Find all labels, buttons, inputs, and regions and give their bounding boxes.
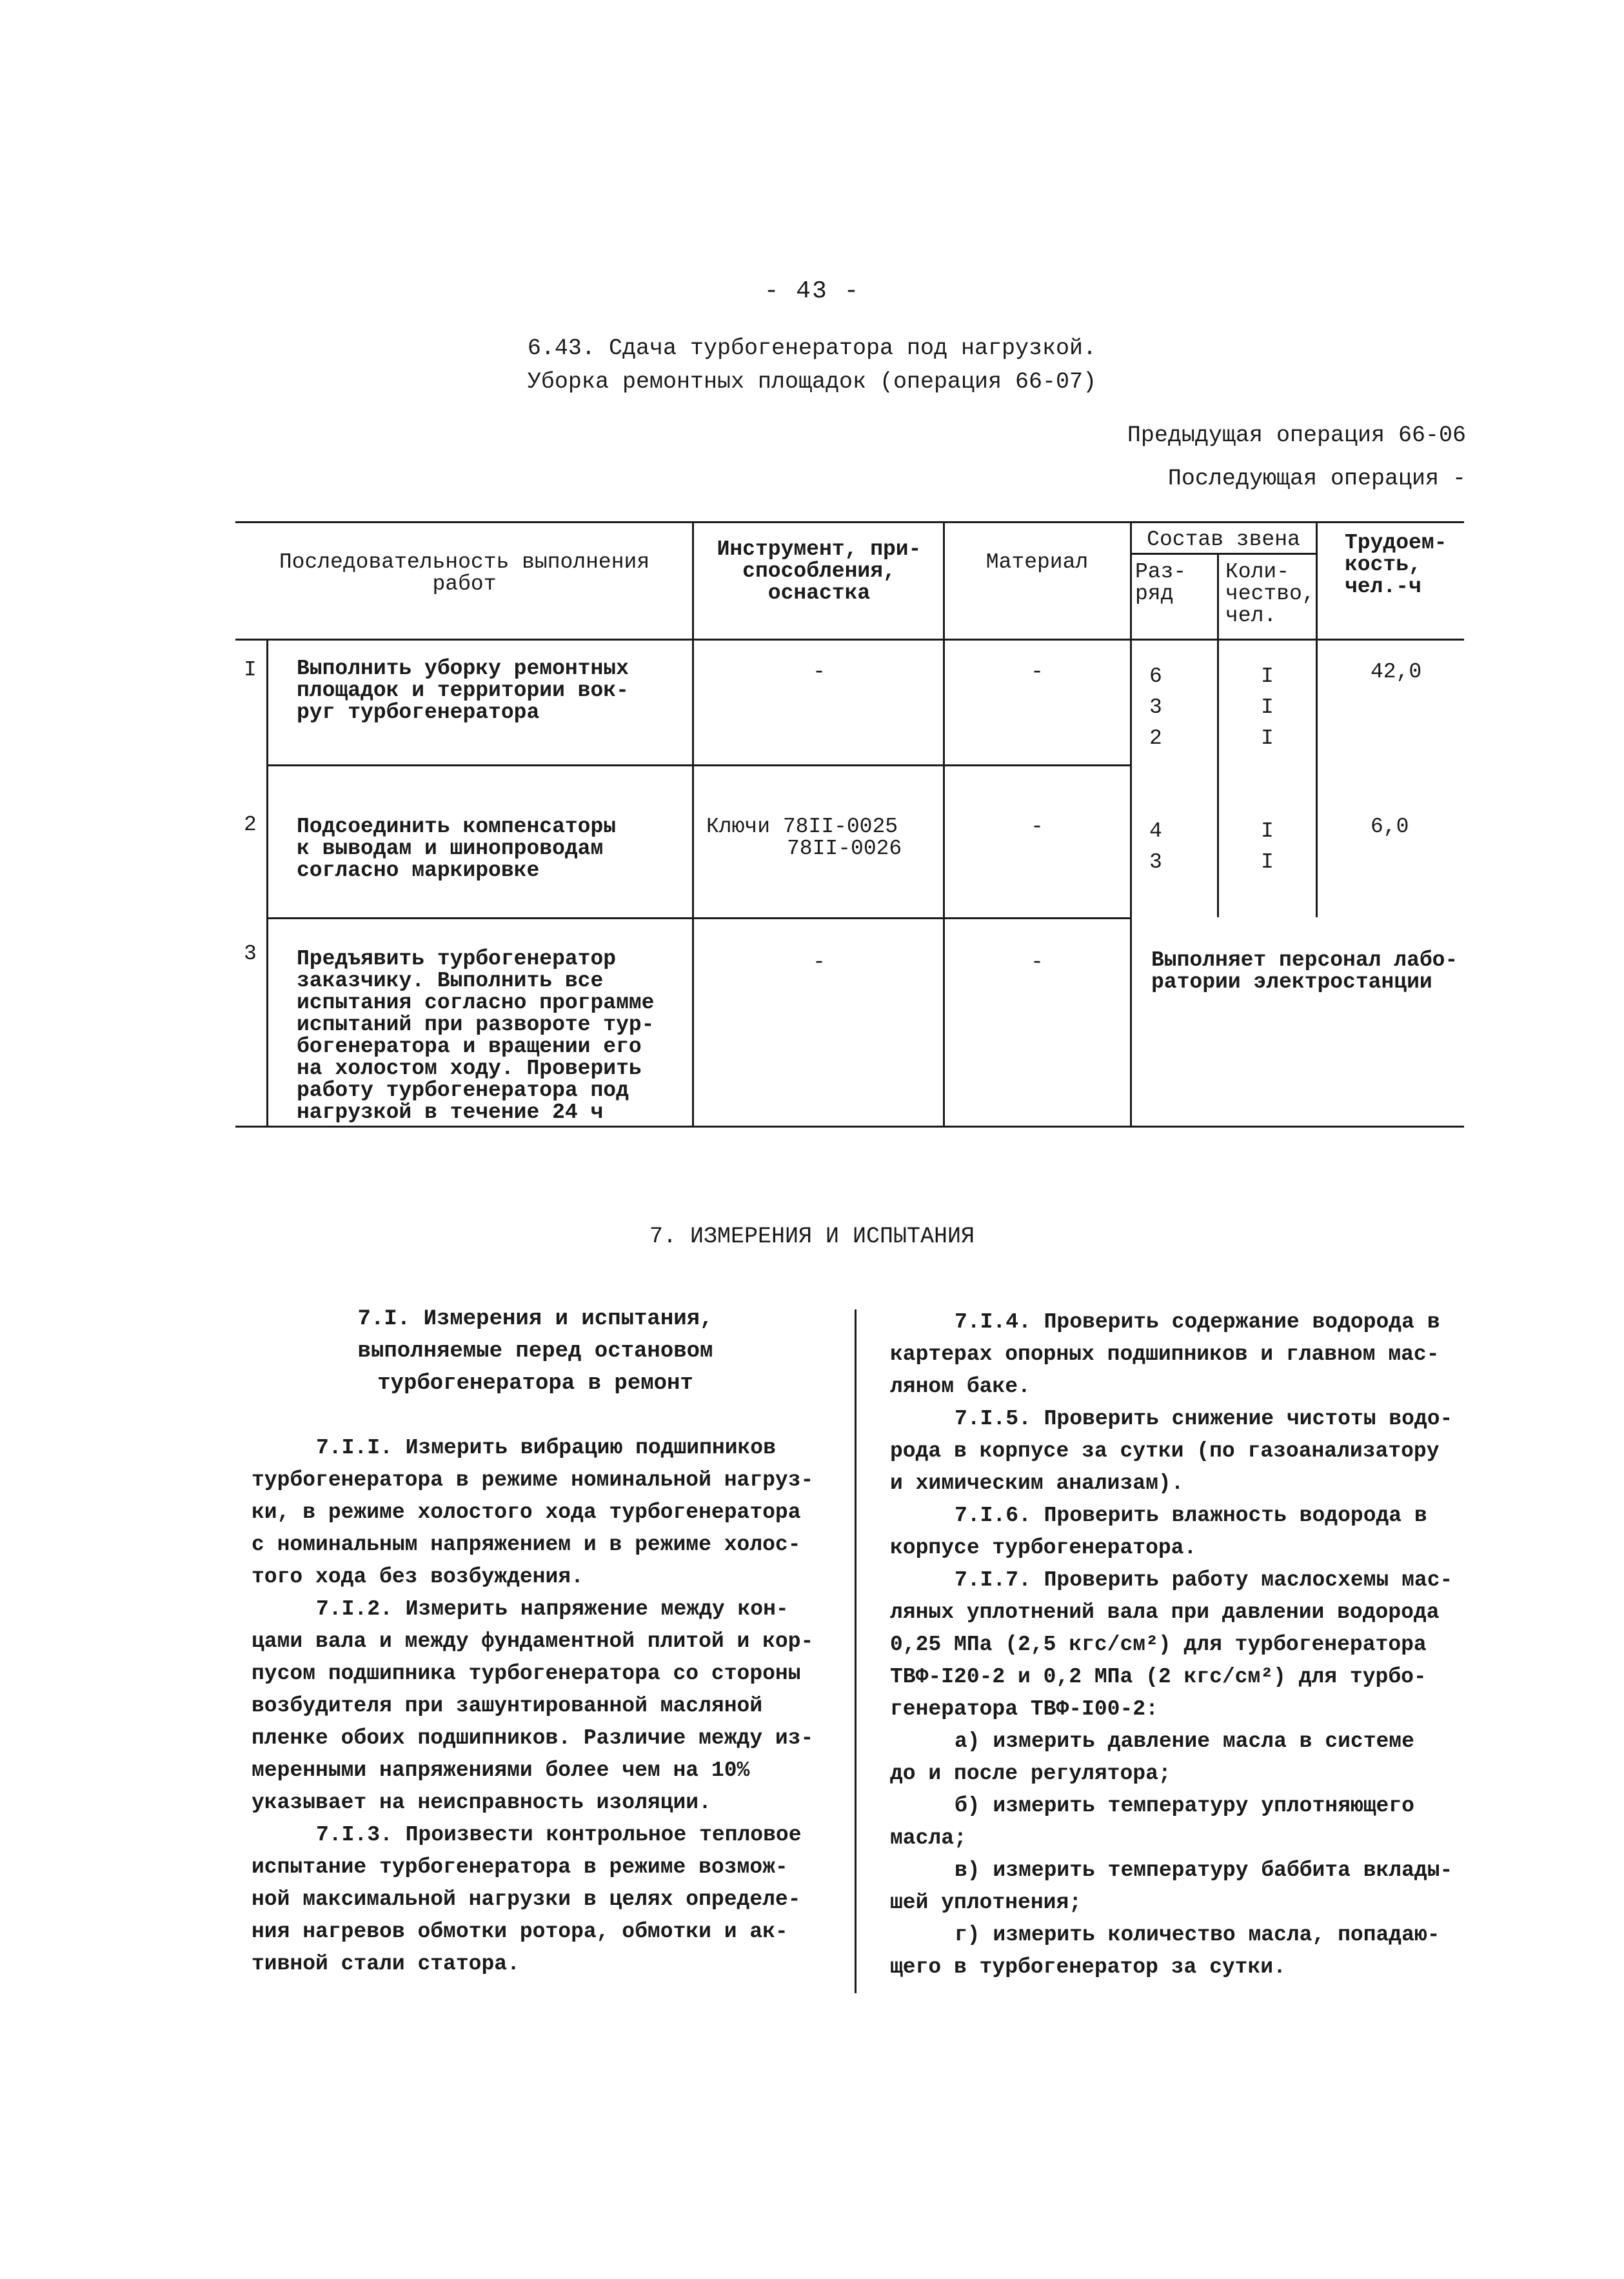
row-counts: I I I — [1261, 664, 1274, 750]
row-note: Выполняет персонал лабо- ратории электростанции — [1151, 948, 1458, 994]
previous-operation: Предыдущая операция 66-06 — [1127, 423, 1466, 448]
row-grades: 6 3 2 — [1149, 664, 1162, 750]
row-work-text: Подсоединить компенсаторы к выводам и шинопроводам согласно маркировке — [297, 815, 617, 882]
header-count: Коли- чество, чел. — [1225, 560, 1315, 628]
paragraph-7-1-7: 7.I.7. Проверить работу маслосхемы мас- ляных уплотнений вала при давлении водорода 0,25 МПа (2,5 кгс/см²) для турбогенератора ТВФ-I20-2 и 0,2 МПа (2 кгс/см²) для турбо- генератора ТВФ-I00-2: — [890, 1568, 1453, 1721]
list-item-g: г) измерить количество масла, попадаю- щего в турбогенератор за сутки. — [890, 1923, 1440, 1979]
row-work-text: Выполнить уборку ремонтных площадок и территории вок- руг турбогенератора — [297, 657, 629, 724]
header-team: Состав звена — [1147, 528, 1300, 552]
section-title: 7. ИЗМЕРЕНИЯ И ИСПЫТАНИЯ — [649, 1224, 975, 1249]
next-operation: Последующая операция - — [1167, 466, 1466, 492]
paragraph-7-1-4: 7.I.4. Проверить содержание водорода в картерах опорных подшипников и главном мас- ляном баке. — [890, 1310, 1440, 1398]
row-material: - — [1031, 950, 1044, 974]
subsection-title: 7.I. Измерения и испытания, выполняемые перед остановом турбогенератора в ремонт — [357, 1307, 713, 1396]
header-sequence: Последовательность выполнения работ — [279, 550, 650, 596]
row-labor: 6,0 — [1371, 815, 1409, 839]
list-item-a: а) измерить давление масла в системе до и после регулятора; — [890, 1729, 1414, 1786]
row-number: 3 — [244, 942, 257, 966]
list-item-v: в) измерить температуру баббита вклады- шей уплотнения; — [890, 1858, 1453, 1915]
header-grade: Раз- ряд — [1135, 560, 1187, 606]
row-work-text: Предъявить турбогенератор заказчику. Выполнить все испытания согласно программе испытаний при развороте тур- богенератора и вращении его на холостом ходу. Проверить работу турбогенератора под нагрузкой в течение 24 ч — [297, 947, 655, 1124]
row-counts: I I — [1261, 819, 1274, 874]
column-divider — [855, 1309, 857, 1993]
paragraph-7-1-5: 7.I.5. Проверить снижение чистоты водо- рода в корпусе за сутки (по газоанализатору и химическим анализам). — [890, 1407, 1453, 1495]
operation-heading-line1: 6.43. Сдача турбогенератора под нагрузкой. — [527, 335, 1097, 361]
page-number: - 43 - — [764, 277, 860, 305]
row-tools: - — [813, 660, 826, 684]
paragraph-7-1-2: 7.I.2. Измерить напряжение между кон- цами вала и между фундаментной плитой и кор- пусом подшипника турбогенератора со стороны возбудителя при зашунтированной масляной пленке обоих подшипников. Различие между из- меренными напряжениями более чем на 10% указывает на неисправность изоляции. — [252, 1597, 814, 1815]
row-tools: - — [813, 950, 826, 974]
row-material: - — [1031, 815, 1044, 839]
left-column — [252, 1432, 819, 1980]
right-column — [890, 1306, 1458, 1984]
paragraph-7-1-6: 7.I.6. Проверить влажность водорода в корпусе турбогенератора. — [890, 1504, 1427, 1560]
row-material: - — [1031, 660, 1044, 684]
list-item-b: б) измерить температуру уплотняющего масла; — [890, 1794, 1414, 1850]
row-number: I — [244, 658, 257, 682]
row-number: 2 — [244, 813, 257, 837]
operation-heading-line2: Уборка ремонтных площадок (операция 66-07) — [527, 369, 1097, 395]
header-labor: Трудоем- кость, чел.-ч — [1345, 531, 1447, 599]
row-tools: Ключи 78II-0025 78II-0026 — [706, 815, 902, 861]
row-labor: 42,0 — [1371, 660, 1422, 684]
row-grades: 4 3 — [1149, 819, 1162, 874]
paragraph-7-1-3: 7.I.3. Произвести контрольное тепловое испытание турбогенератора в режиме возмож- ной максимальной нагрузки в целях определе- ния нагревов обмотки ротора, обмотки и ак- тивной стали статора. — [252, 1823, 802, 1976]
header-material: Материал — [985, 550, 1089, 574]
header-tools: Инструмент, при- способления, оснастка — [717, 537, 922, 605]
paragraph-7-1-1: 7.I.I. Измерить вибрацию подшипников турбогенератора в режиме номинальной нагруз- ки, в режиме холостого хода турбогенератора с номинальным напряжением и в режиме холос- того хода без возбуждения. — [252, 1436, 814, 1589]
